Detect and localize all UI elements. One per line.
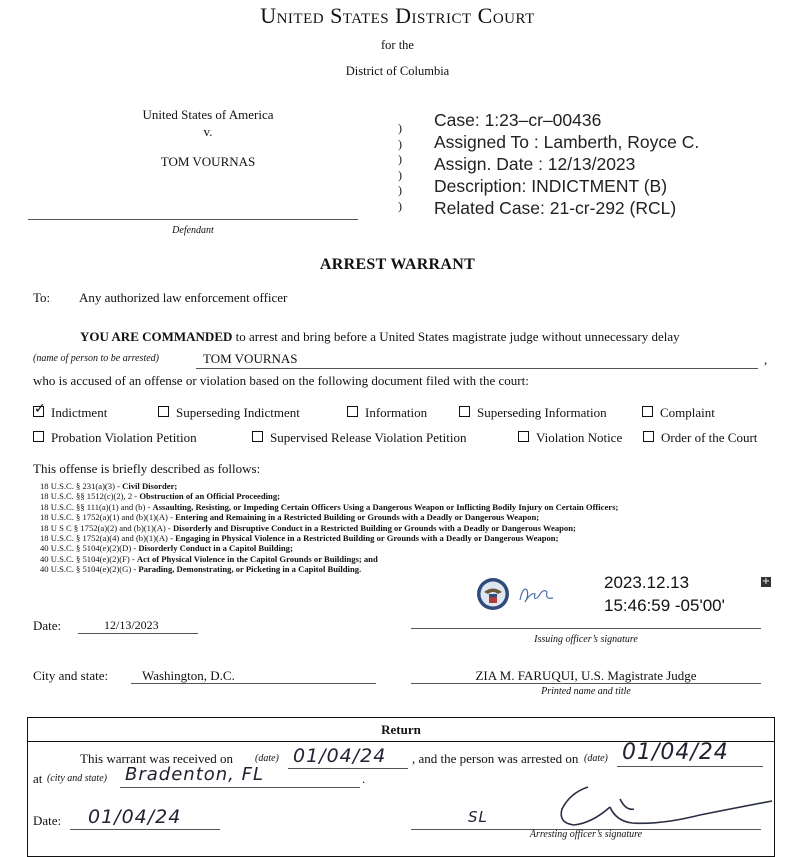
name-comma: , [764, 352, 768, 367]
charge-item: 18 U.S.C. § 231(a)(3) - Civil Disorder; [40, 481, 178, 491]
arresting-sig-caption: Arresting officer’s signature [529, 829, 643, 840]
signature-date: 2023.12.13 [604, 573, 690, 592]
return-date-value: 01/04/24 [88, 806, 182, 828]
issue-date-rule [78, 633, 198, 634]
defendant-rule [28, 219, 358, 220]
received-date-rule [288, 768, 408, 769]
charge-item: 18 U.S.C. § 1752(a)(1) and (b)(1)(A) - Entering and Remaining in a Restricted Building or Grounds with a Deadly or Dangerous Weapon; [40, 512, 540, 523]
checkbox-icon [518, 431, 529, 442]
checkbox-indictment[interactable]: ✓Indictment [33, 405, 107, 421]
checkbox-icon [252, 431, 263, 442]
checkbox-complaint[interactable]: Complaint [642, 405, 715, 421]
for-line: for the [381, 38, 414, 52]
assign-date: Assign. Date : 12/13/2023 [434, 154, 636, 174]
checkbox-violation-notice[interactable]: Violation Notice [518, 430, 622, 446]
judge-name-caption: Printed name and title [541, 686, 631, 697]
checkbox-checked-icon [33, 406, 44, 417]
city-state-label: City and state: [33, 668, 109, 683]
case-description: Description: INDICTMENT (B) [434, 176, 668, 196]
received-date: 01/04/24 [293, 745, 387, 767]
charge-item: 40 U.S.C. § 5104(e)(2)(D) - Disorderly Conduct in a Capitol Building; [40, 543, 293, 554]
charge-item: 18 U.S.C. §§ 1512(c)(2), 2 - Obstruction of an Official Proceeding; [40, 491, 280, 502]
versus-text: v. [203, 124, 213, 139]
date-label-received: (date) [255, 753, 279, 764]
defendant-label: Defendant [172, 225, 214, 236]
to-label: To: [33, 290, 51, 305]
checkbox-order-of-court[interactable]: Order of the Court [643, 430, 757, 446]
charge-item: 40 U.S.C. § 5104(e)(2)(F) - Act of Physical Violence in the Capitol Grounds or Buildings; and [40, 553, 378, 564]
city-state-value: Washington, D.C. [142, 668, 235, 683]
district-name: District of Columbia [345, 64, 450, 78]
checkbox-information[interactable]: Information [347, 405, 427, 421]
checkbox-icon [158, 406, 169, 417]
offense-intro: This offense is briefly described as follows: [33, 461, 261, 476]
digital-signature-scribble [517, 580, 557, 608]
judge-name: ZIA M. FARUQUI, U.S. Magistrate Judge [475, 668, 697, 683]
checkbox-icon [459, 406, 470, 417]
arrest-city-rule [120, 787, 360, 788]
arrest-city-state: Bradenton, FL [125, 764, 264, 785]
charge-item: 18 U.S.C. §§ 111(a)(1) and (b) - Assaulting, Resisting, or Impeding Certain Officers Using a Dangerous Weapon or Inflicting Bodily Injury on Certain Officers; [40, 501, 619, 512]
arrested-date: 01/04/24 [622, 740, 729, 765]
charge-item: 40 U.S.C. § 5104(e)(2)(G) - Parading, Demonstrating, or Picketing in a Capitol Building. [40, 564, 362, 575]
checkbox-icon [347, 406, 358, 417]
command-bold: YOU ARE COMMANDED [80, 329, 233, 344]
issuing-sig-caption: Issuing officer’s signature [534, 634, 638, 645]
officer-initials: SL [468, 808, 488, 826]
return-date-rule [70, 829, 220, 830]
checkbox-superseding-information[interactable]: Superseding Information [459, 405, 607, 421]
issue-date-value: 12/13/2023 [104, 618, 159, 632]
return-title: Return [28, 718, 774, 742]
checkbox-icon [33, 431, 44, 442]
issue-date-label: Date: [33, 618, 62, 633]
caption-brackets: ) ) ) ) ) ) [398, 121, 402, 213]
to-recipient: Any authorized law enforcement officer [79, 290, 288, 305]
city-period: . [362, 771, 366, 786]
command-paragraph [80, 329, 680, 345]
accused-line: who is accused of an offense or violation based on the following document filed with the court: [33, 373, 529, 388]
command-text: to arrest and bring before a United States magistrate judge without unnecessary delay [235, 329, 680, 344]
defendant-name: TOM VOURNAS [160, 154, 256, 169]
warrant-title: ARREST WARRANT [319, 256, 476, 273]
dhs-seal-icon [476, 577, 510, 611]
plaintiff-name: United States of America [142, 107, 274, 122]
city-state-rule [131, 683, 376, 684]
arrested-date-rule [617, 766, 763, 767]
signature-time: 15:46:59 -05'00' [604, 596, 725, 615]
expand-plus-icon[interactable]: + [761, 576, 771, 587]
received-text: This warrant was received on [80, 751, 234, 766]
arrestee-name: TOM VOURNAS [203, 351, 298, 366]
name-rule [196, 368, 758, 369]
assigned-judge: Assigned To : Lamberth, Royce C. [434, 132, 700, 152]
court-title: United States District Court [260, 3, 535, 28]
checkbox-supervised-release[interactable]: Supervised Release Violation Petition [252, 430, 466, 446]
name-field-label: (name of person to be arrested) [33, 353, 159, 364]
checkbox-icon [643, 431, 654, 442]
checkbox-superseding-indictment[interactable]: Superseding Indictment [158, 405, 300, 421]
at-label: at [33, 771, 43, 786]
arrested-text: , and the person was arrested on [412, 751, 579, 766]
charges-list [40, 481, 618, 575]
return-date-label: Date: [33, 813, 62, 828]
judge-name-rule [411, 683, 761, 684]
charge-item: 18 U S C § 1752(a)(2) and (b)(1)(A) - Disorderly and Disruptive Conduct in a Restricted Building or Grounds with a Deadly or Dangerous Weapon; [40, 522, 576, 533]
related-case: Related Case: 21-cr-292 (RCL) [434, 198, 677, 218]
issuing-sig-rule [411, 628, 761, 629]
checkbox-icon [642, 406, 653, 417]
checkbox-probation-violation[interactable]: Probation Violation Petition [33, 430, 197, 446]
date-label-arrested: (date) [584, 753, 608, 764]
charge-item: 18 U.S.C. § 1752(a)(4) and (b)(1)(A) - Engaging in Physical Violence in a Restricted Building or Grounds with a Deadly or Dangerous Weapon; [40, 533, 559, 544]
city-state-return-label: (city and state) [47, 773, 107, 784]
case-number: Case: 1:23–cr–00436 [434, 110, 602, 130]
case-stamp [434, 109, 699, 219]
